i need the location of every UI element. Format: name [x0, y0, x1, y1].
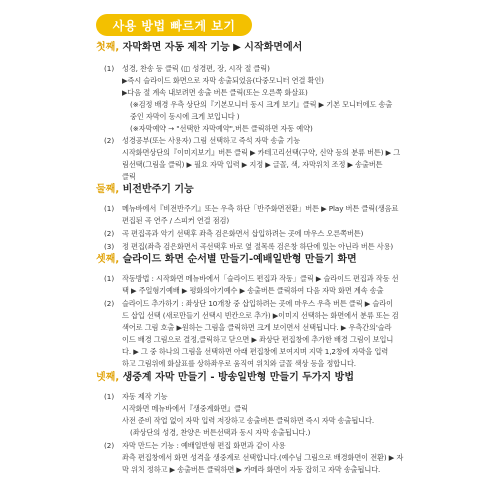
section-4 [96, 370, 480, 386]
item-3-2-line-4: 이드 배경 그림으로 결정,클릭하고 닫으면 ▶ 좌상단 편집창에 추가한 배경 그림이 보입니 [122, 335, 394, 344]
item-4-1-marker: (1) [104, 392, 115, 401]
item-1-1-line-6: (※자막예약 → "선택한 자막예약",버튼 클릭하면 자동 예약) [130, 124, 313, 133]
item-3-1-marker: (1) [104, 274, 115, 283]
section-4-number: 넷째, [96, 372, 120, 383]
item-2-1-line-2: 편집된 곡 연주 / 스피커 연결 점검) [122, 216, 230, 225]
section-2-heading: 비전반주기 기능 [122, 184, 194, 195]
item-1-1-line-4: (※검정 배경 우측 상단의『기본모니터 동시 크게 보기』클릭 ▶ 기본 모니터에도 송출 [130, 100, 393, 109]
item-3-2-line-5: 다. ▶ 그 중 하나의 그림을 선택하면 아래 편집창에 보여지며 지막 1,2창에 자막을 입력 [122, 347, 389, 356]
item-1-2-line-1: 성경공부(또는 사용자) 그림 선택하고 즉석 자막 송출 기능 [122, 136, 301, 145]
item-1-1-line-1: 성경, 찬송 등 클릭 (◫ 성경편, 장, 시작 절 클릭) [122, 64, 270, 73]
item-3-2-line-3: 색어로 그림 호출 ▶원하는 그림을 클릭하면 크게 보이면서 선택됩니다. ▶ 우측간의'슬라 [122, 323, 392, 332]
item-1-1-line-3: ▶다음 절 계속 내보려면 송출 버튼 클릭(또는 오른쪽 화살표) [122, 88, 308, 97]
item-4-2-line-1: 자막 만드는 기능 : 예배일반형 편집 화면과 같이 사용 [122, 441, 286, 450]
item-4-1-line-1: 자동 제작 기능 [122, 392, 168, 401]
item-3-1-line-1: 작동방법 : 시작화면 메뉴바에서「슬라이드 편집과 작동」클릭 ▶ 슬라이드 편집과 작동 선 [122, 274, 399, 283]
section-1-number: 첫째, [96, 42, 120, 53]
item-4-2-line-3: 막 위치 정하고 ▶ 송출버튼 클릭하면 ▶ 카메라 화면이 자동 잡히고 자막 송출됩니다. [122, 465, 381, 474]
section-4-title [96, 370, 480, 386]
item-3-2-line-1: 슬라이드 추가하기 : 좌상단 10개창 중 삽입하려는 곳에 마우스 우측 버튼 클릭 ▶ 슬라이 [122, 299, 393, 308]
item-1-2-line-3: 림선택(그림을 클릭) ▶ 필요 자막 입력 ▶ 지정 ▶ 글꼴, 색, 자막위치 조정 ▶ 송출버튼 [122, 160, 383, 169]
section-3-number: 셋째, [96, 254, 120, 265]
item-4-2-marker: (2) [104, 441, 115, 450]
item-3-1-line-2: 택 ▶ 주일형기예배 ▶ 평화의아기예수 ▶ 송출버튼 클릭하여 다음 자막 화면 계속 송출 [122, 286, 384, 295]
section-2-title [96, 182, 480, 198]
item-1-1-line-2: ▶즉시 슬라이드 화면으로 자막 송출되었음(다중모니터 연결 확인) [122, 76, 324, 85]
item-4-1-line-3: 사전 준비 작업 없이 자막 입력 저장하고 송출버튼 클릭하면 즉시 자막 송출됩니다. [122, 416, 375, 425]
item-4-1-line-2: 시작화면 메뉴바에서『생중계화면』클릭 [122, 404, 248, 413]
item-4-1-line-4: (좌상단의 성경, 찬양은 버튼선택과 동시 자막 송출됩니다.) [130, 428, 311, 437]
header-banner [96, 14, 252, 36]
section-4-heading: 생중계 자막 만들기 - 방송일반형 만들기 두가지 방법 [122, 372, 354, 383]
item-2-1-line-1: 메뉴바에서『비전반주기』또는 우측 하단「반주화면전환」버튼 ▶ Play 버튼 클릭(생음료 [122, 204, 399, 213]
section-2 [96, 182, 480, 198]
section-1-title [96, 40, 480, 56]
section-1 [96, 40, 480, 56]
item-2-3-marker: (3) [104, 242, 115, 251]
item-2-1-marker: (1) [104, 204, 115, 213]
item-2-2-marker: (2) [104, 229, 115, 238]
item-2-2-line-1: 곡 편집곡과 악기 선택후 좌측 검은화면서 삽입하려는 곳에 마우스 오른쪽버튼) [122, 229, 364, 238]
item-3-2-line-6: 하고 그림위에 화살표를 상하좌우로 움직여 위치와 글꼴 색상 등을 정합니다. [122, 359, 356, 368]
section-3-title [96, 252, 480, 268]
item-1-2-line-2: 시작화면상단의『이미지보기』버튼 클릭 ▶ 카테고리선택(구약, 신약 등의 분류 버튼) ▶ 그 [122, 148, 401, 157]
section-3 [96, 252, 480, 268]
item-1-1-marker: (1) [104, 64, 115, 73]
item-1-1-line-5: 중인 자막이 동시에 크게 보입니다 ) [130, 112, 240, 121]
section-3-heading: 슬라이드 화면 순서별 만들기-예배일반형 만들기 화면 [122, 254, 357, 265]
item-3-2-line-2: 드 삽입 선택 (새로만들기 선택시 빈칸으로 추가) ▶이미지 선택하는 화면에서 분류 또는 검 [122, 311, 399, 320]
item-1-2-line-4: 클릭 [122, 172, 136, 181]
section-1-heading: 자막화면 자동 제작 기능 ▶ 시작화면에서 [122, 42, 303, 53]
item-1-2-marker: (2) [104, 136, 115, 145]
item-4-2-line-2: 좌측 편집창에서 화면 성격을 생중계로 선택합니다.(예수님 그림으로 배경화면이 전환) ▶ 자 [122, 453, 404, 462]
item-3-2-marker: (2) [104, 299, 115, 308]
header-title: 사용 방법 빠르게 보기 [112, 18, 236, 33]
item-2-3-line-1: 정 편집(좌측 검은화면서 곡선택후 바로 옆 절목록 검은창 하단에 있는 아닌라 버튼 사용) [122, 242, 394, 251]
section-2-number: 둘째, [96, 184, 120, 195]
